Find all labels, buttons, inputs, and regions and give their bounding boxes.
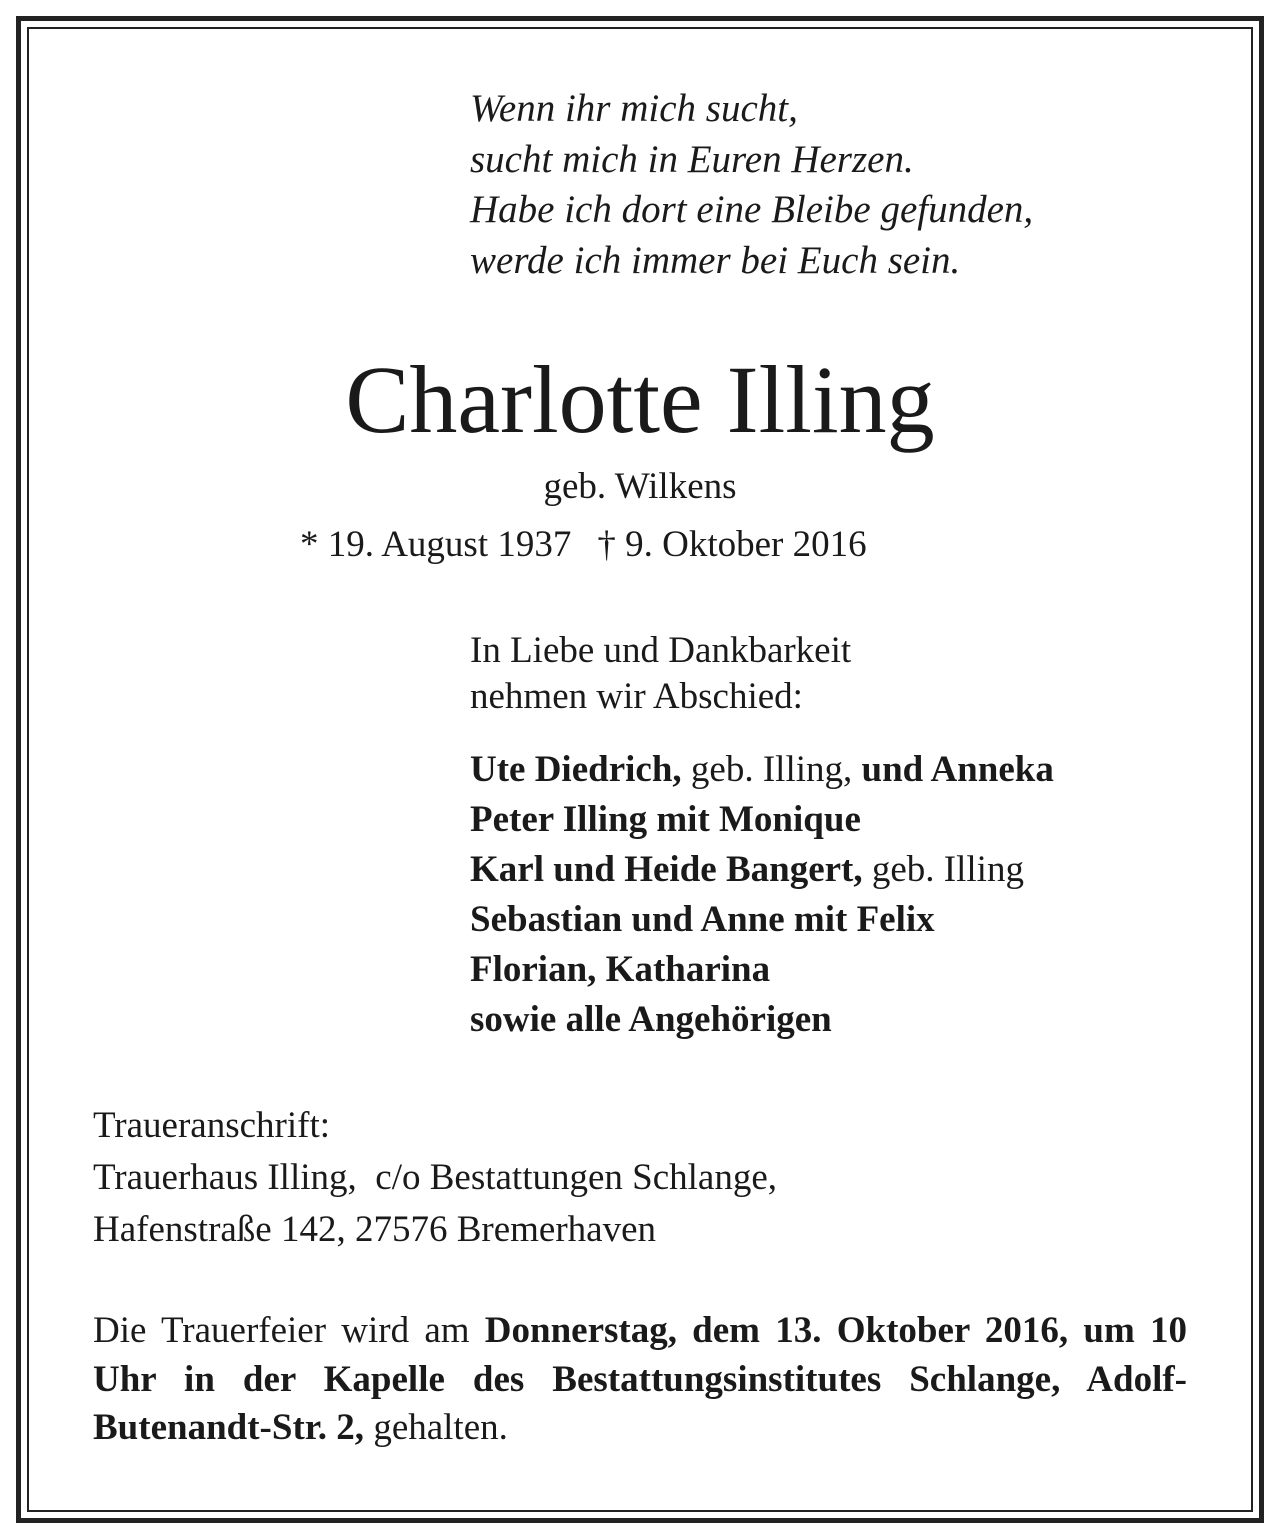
address-label: Traueranschrift: [93, 1105, 331, 1146]
mourner-name: Ute Diedrich, [470, 749, 682, 790]
address-line: Trauerhaus Illing, c/o Bestattungen Schlange, [93, 1157, 778, 1198]
mourning-address [93, 1100, 777, 1256]
mourner-row [470, 895, 1054, 945]
funeral-details: Donnerstag, dem 13. Oktober 2016, um 10 Uhr in der Kapelle des Bestattungsinstitutes Schlange, Adolf-Butenandt-Str. 2, [93, 1310, 1187, 1448]
funeral-suffix: gehalten. [364, 1407, 508, 1448]
life-dates [300, 522, 867, 568]
mourner-row [470, 995, 1054, 1045]
mourner-row [470, 845, 1054, 895]
mourner-name: und Anneka [852, 749, 1054, 790]
mourner-note: geb. Illing [862, 849, 1024, 890]
birth-date: * 19. August 1937 [300, 524, 572, 565]
mourner-name: Sebastian und Anne mit Felix [470, 899, 935, 940]
mourner-row [470, 745, 1054, 795]
address-line: Hafenstraße 142, 27576 Bremerhaven [93, 1209, 657, 1250]
mourner-row [470, 945, 1054, 995]
funeral-prefix: Die Trauerfeier wird am [93, 1310, 485, 1351]
mourner-note: geb. Illing, [681, 749, 853, 790]
deceased-name: Charlotte Illing [345, 346, 935, 453]
death-date: † 9. Oktober 2016 [597, 524, 867, 565]
poem-line: sucht mich in Euren Herzen. [470, 137, 914, 181]
mourners-list [470, 745, 1054, 1045]
poem-line: Wenn ihr mich sucht, [470, 87, 798, 130]
intro-line: nehmen wir Abschied: [470, 676, 803, 717]
poem-line: Habe ich dort eine Bleibe gefunden, [470, 188, 1034, 231]
maiden-name: geb. Wilkens [543, 466, 737, 507]
intro-line: In Liebe und Dankbarkeit [470, 630, 852, 671]
mourner-name: Peter Illing mit Monique [470, 799, 861, 840]
poem [470, 84, 1033, 286]
mourner-name: Florian, Katharina [470, 949, 771, 990]
poem-line: werde ich immer bei Euch sein. [470, 238, 961, 282]
farewell-intro [470, 628, 851, 720]
mourner-name: Karl und Heide Bangert, [470, 849, 863, 890]
funeral-notice [93, 1307, 1187, 1453]
mourner-row [470, 795, 1054, 845]
mourner-name: sowie alle Angehörigen [470, 999, 832, 1040]
